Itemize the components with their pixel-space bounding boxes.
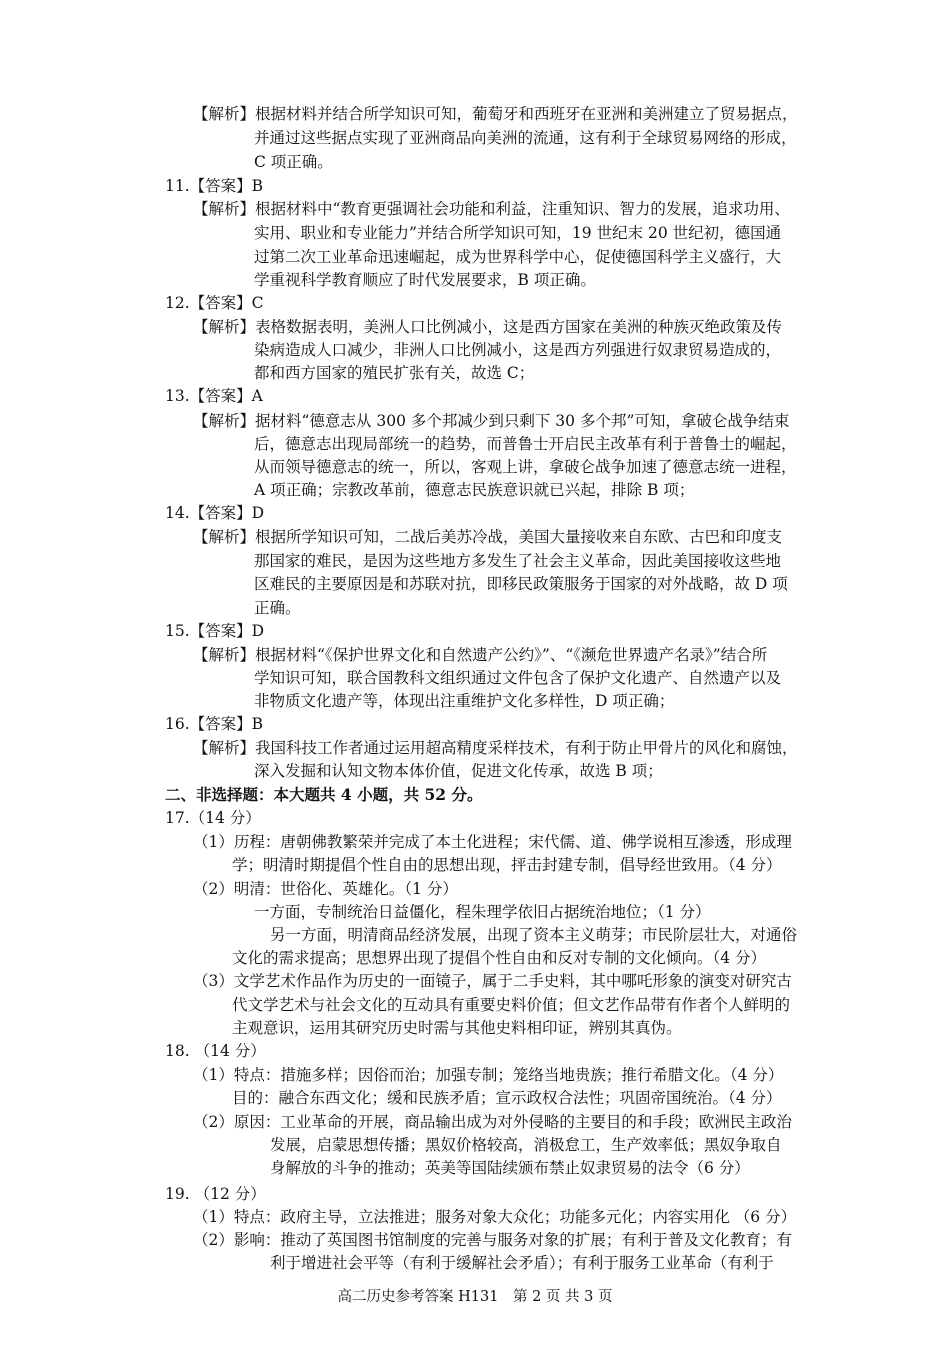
text-line: 文化的需求提高；思想界出现了提倡个性自由和反对专制的文化倾向。（4 分） <box>232 949 767 967</box>
text-line: 正确。 <box>254 599 301 617</box>
text-line: 【解析】根据材料中“教育更强调社会功能和利益，注重知识、智力的发展，追求功用、 <box>193 200 790 218</box>
text-line: （3）文学艺术作品作为历史的一面镜子，属于二手史料，其中哪吒形象的演变对研究古 <box>193 972 792 990</box>
text-line: 发展，启蒙思想传播；黑奴价格较高，消极怠工，生产效率低；黑奴争取自 <box>270 1136 782 1154</box>
text-line: 19. （12 分） <box>165 1185 266 1203</box>
text-line: 15.【答案】D <box>165 622 265 640</box>
text-line: 利于增进社会平等（有利于缓解社会矛盾）；有利于服务工业革命（有利于 <box>270 1254 774 1272</box>
text-line: 12.【答案】C <box>165 294 264 312</box>
text-line: （2）影响：推动了英国图书馆制度的完善与服务对象的扩展；有利于普及文化教育；有 <box>193 1231 792 1249</box>
text-line: 非物质文化遗产等，体现出注重维护文化多样性，D 项正确； <box>254 692 675 710</box>
text-line: 实用、职业和专业能力”并结合所学知识可知，19 世纪末 20 世纪初，德国通 <box>254 224 782 242</box>
text-line: （2）明清：世俗化、英雄化。（1 分） <box>193 880 458 898</box>
text-line: 染病造成人口减少，非洲人口比例减小，这是西方列强进行奴隶贸易造成的， <box>254 341 782 359</box>
text-line: 【解析】根据材料“《保护世界文化和自然遗产公约》”、“《濒危世界遗产名录》”结合所 <box>193 646 768 664</box>
text-line: 从而领导德意志的统一，所以，客观上讲，拿破仑战争加速了德意志统一进程， <box>254 458 797 476</box>
text-line: （1）历程：唐朝佛教繁荣并完成了本土化进程；宋代儒、道、佛学说相互渗透，形成理 <box>193 833 792 851</box>
section-heading: 二、非选择题：本大题共 4 小题，共 52 分。 <box>165 785 483 804</box>
text-line: 并通过这些据点实现了亚洲商品向美洲的流通，这有利于全球贸易网络的形成， <box>254 129 797 147</box>
text-line: 16.【答案】B <box>165 715 264 733</box>
text-line: A 项正确；宗教改革前，德意志民族意识就已兴起，排除 B 项； <box>254 481 695 499</box>
text-line: 17.（14 分） <box>165 809 261 827</box>
text-line: 主观意识，运用其研究历史时需与其他史料相印证，辨别其真伪。 <box>232 1019 682 1037</box>
text-line: 都和西方国家的殖民扩张有关，故选 C； <box>254 364 535 382</box>
text-line: 代文学艺术与社会文化的互动具有重要史料价值；但文艺作品带有作者个人鲜明的 <box>232 996 791 1014</box>
text-line: 【解析】根据所学知识可知，二战后美苏冷战，美国大量接收来自东欧、古巴和印度支 <box>193 528 783 546</box>
text-line: 一方面，专制统治日益僵化，程朱理学依旧占据统治地位；（1 分） <box>254 903 711 921</box>
text-line: 【解析】我国科技工作者通过运用超高精度采样技术，有利于防止甲骨片的风化和腐蚀， <box>193 739 798 757</box>
text-line: 学；明清时期提倡个性自由的思想出现，抨击封建专制，倡导经世致用。（4 分） <box>232 856 782 874</box>
text-line: 过第二次工业革命迅速崛起，成为世界科学中心，促使德国科学主义盛行，大 <box>254 248 782 266</box>
text-line: 后，德意志出现局部统一的趋势，而普鲁士开启民主改革有利于普鲁士的崛起， <box>254 435 797 453</box>
text-line: 区难民的主要原因是和苏联对抗，即移民政策服务于国家的对外战略，故 D 项 <box>254 575 788 593</box>
text-line: 另一方面，明清商品经济发展，出现了资本主义萌芽；市民阶层壮大，对通俗 <box>270 926 798 944</box>
text-line: 身解放的斗争的推动；英美等国陆续颁布禁止奴隶贸易的法令（6 分） <box>270 1159 750 1177</box>
text-line: C 项正确。 <box>254 153 333 171</box>
text-line: 【解析】据材料“德意志从 300 多个邦减少到只剩下 30 多个邦”可知，拿破仑战争结束 <box>193 412 790 430</box>
text-line: 深入发掘和认知文物本体价值，促进文化传承，故选 B 项； <box>254 762 663 780</box>
text-line: （2）原因：工业革命的开展，商品输出成为对外侵略的主要目的和手段；欧洲民主政治 <box>193 1113 792 1131</box>
text-line: 【解析】表格数据表明，美洲人口比例减小，这是西方国家在美洲的种族灭绝政策及传 <box>193 318 783 336</box>
text-line: 18. （14 分） <box>165 1042 266 1060</box>
text-line: （1）特点：政府主导，立法推进；服务对象大众化；功能多元化；内容实用化 （6 分） <box>193 1208 797 1226</box>
text-line: 14.【答案】D <box>165 504 265 522</box>
text-line: （1）特点：措施多样；因俗而治；加强专制；笼络当地贵族；推行希腊文化。（4 分） <box>193 1066 784 1084</box>
text-line: 13.【答案】A <box>165 387 263 405</box>
text-line: 学重视科学教育顺应了时代发展要求，B 项正确。 <box>254 271 596 289</box>
text-line: 11.【答案】B <box>165 177 264 195</box>
page-footer: 高二历史参考答案 H131 第 2 页 共 3 页 <box>337 1289 613 1305</box>
text-line: 学知识可知，联合国教科文组织通过文件包含了保护文化遗产、自然遗产以及 <box>254 669 782 687</box>
text-line: 目的：融合东西文化；缓和民族矛盾；宣示政权合法性；巩固帝国统治。（4 分） <box>232 1089 782 1107</box>
text-line: 【解析】根据材料并结合所学知识可知，葡萄牙和西班牙在亚洲和美洲建立了贸易据点， <box>193 105 798 123</box>
text-line: 那国家的难民，是因为这些地方多发生了社会主义革命，因此美国接收这些地 <box>254 552 782 570</box>
